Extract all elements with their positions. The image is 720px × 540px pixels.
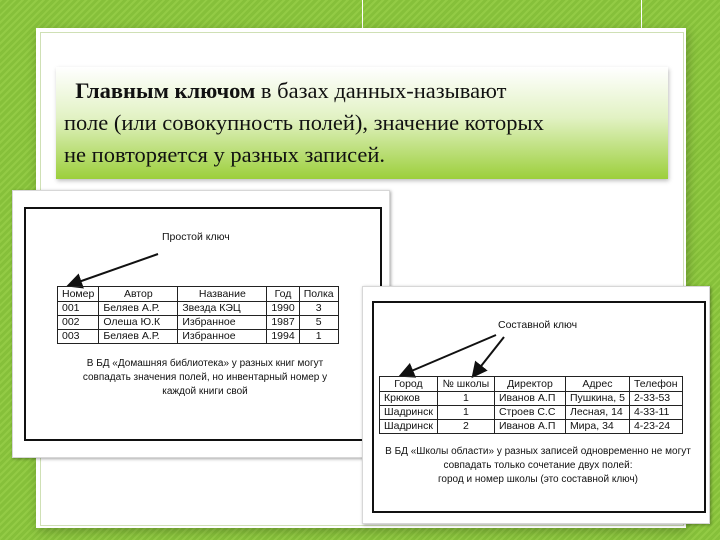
table-cell: 2-33-53 (629, 392, 682, 406)
table-header: Год (267, 287, 299, 302)
table-row (380, 420, 683, 434)
table-cell: 003 (58, 330, 99, 344)
table-cell: Олеша Ю.К (99, 316, 178, 330)
note-line: совпадать значения полей, но инвентарный номер у (82, 372, 328, 383)
composite-key-note (378, 445, 698, 487)
table-row (58, 302, 339, 316)
simple-key-frame (24, 207, 382, 441)
table-header: Номер (58, 287, 99, 302)
table-header: Город (380, 377, 438, 392)
table-cell: 4-23-24 (629, 420, 682, 434)
note-line: каждой книги свой (162, 386, 248, 397)
table-cell: 1 (299, 330, 338, 344)
table-header: Директор (494, 377, 565, 392)
table-cell: 1 (437, 392, 494, 406)
table-cell: 1990 (267, 302, 299, 316)
table-cell: Иванов А.П (494, 392, 565, 406)
definition-line-1-rest: в базах данных-называют (255, 78, 507, 103)
table-cell: Строев С.С (494, 406, 565, 420)
definition-term: Главным ключом (75, 78, 256, 103)
simple-key-table (57, 286, 339, 344)
table-cell: Крюков (380, 392, 438, 406)
composite-key-card (362, 286, 710, 524)
table-header: Полка (299, 287, 338, 302)
table-cell: 4-33-11 (629, 406, 682, 420)
table-cell: Избранное (178, 316, 267, 330)
table-cell: Пушкина, 5 (565, 392, 629, 406)
table-cell: Мира, 34 (565, 420, 629, 434)
composite-key-label: Составной ключ (498, 319, 578, 331)
table-cell: 2 (437, 420, 494, 434)
definition-line-2: поле (или совокупность полей), значение которых (64, 110, 544, 135)
simple-key-label: Простой ключ (162, 231, 230, 243)
table-cell: Шадринск (380, 406, 438, 420)
table-cell: Шадринск (380, 420, 438, 434)
table-cell: 002 (58, 316, 99, 330)
table-header: Автор (99, 287, 178, 302)
definition-line-1 (64, 75, 664, 107)
definition-line-3: не повторяется у разных записей. (64, 142, 386, 167)
table-row (58, 316, 339, 330)
table-header: Адрес (565, 377, 629, 392)
table-cell: 001 (58, 302, 99, 316)
simple-key-card (12, 190, 390, 458)
note-line: В БД «Школы области» у разных записей одновременно не могут (385, 446, 691, 457)
table-cell: 1987 (267, 316, 299, 330)
table-cell: 3 (299, 302, 338, 316)
table-header: Название (178, 287, 267, 302)
table-cell: 1994 (267, 330, 299, 344)
table-cell: Звезда КЭЦ (178, 302, 267, 316)
note-line: совпадать только сочетание двух полей: (443, 460, 633, 471)
table-cell: Иванов А.П (494, 420, 565, 434)
table-header: Телефон (629, 377, 682, 392)
table-cell: Лесная, 14 (565, 406, 629, 420)
table-row (380, 392, 683, 406)
table-row (380, 406, 683, 420)
composite-key-table (379, 376, 683, 434)
table-cell: Беляев А.Р. (99, 302, 178, 316)
note-line: город и номер школы (это составной ключ) (437, 474, 638, 485)
table-cell: Избранное (178, 330, 267, 344)
table-cell: Беляев А.Р. (99, 330, 178, 344)
table-row (58, 330, 339, 344)
table-cell: 5 (299, 316, 338, 330)
table-cell: 1 (437, 406, 494, 420)
note-line: В БД «Домашняя библиотека» у разных книг могут (86, 358, 324, 369)
definition-box (56, 67, 668, 179)
definition-text (64, 75, 664, 171)
table-header: № школы (437, 377, 494, 392)
simple-key-note (74, 357, 336, 399)
composite-key-frame (372, 301, 706, 513)
